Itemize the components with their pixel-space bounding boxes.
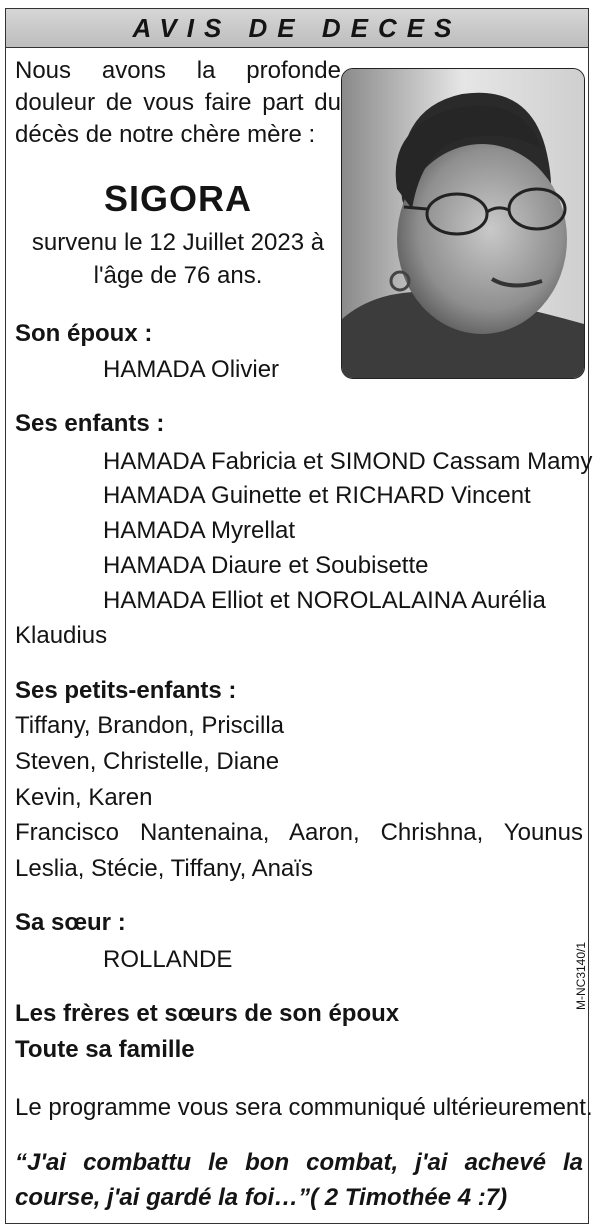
grandchildren-line: Francisco Nantenaina, Aaron, Chrishna, Younus — [15, 819, 583, 846]
deceased-name: SIGORA — [103, 178, 252, 219]
intro-line-2: douleur de vous faire part du — [15, 89, 341, 116]
grandchildren-heading: Ses petits-enfants : — [15, 677, 237, 704]
spouse-name: HAMADA Olivier — [103, 356, 280, 383]
portrait-photo — [341, 68, 585, 379]
child-item: HAMADA Diaure et Soubisette — [103, 552, 429, 579]
program-note: Le programme vous sera communiqué ultérieurement. — [15, 1094, 593, 1121]
death-date: survenu le 12 Juillet 2023 à — [31, 229, 325, 256]
intro-line-3: décès de notre chère mère : — [15, 121, 316, 148]
child-item: HAMADA Guinette et RICHARD Vincent — [103, 482, 531, 509]
child-item: HAMADA Elliot et NOROLALAINA Aurélia — [103, 587, 546, 614]
sister-heading: Sa sœur : — [15, 909, 126, 936]
death-age: l'âge de 76 ans. — [93, 262, 263, 289]
children-heading: Ses enfants : — [15, 410, 165, 437]
family-line-2: Toute sa famille — [15, 1036, 195, 1063]
grandchildren-line: Kevin, Karen — [15, 784, 153, 811]
family-line-1: Les frères et sœurs de son époux — [15, 1000, 400, 1027]
intro-line-1: Nous avons la profonde — [15, 57, 341, 84]
bible-quote-line-2: course, j'ai gardé la foi…”( 2 Timothée 4 :7) — [15, 1184, 508, 1211]
grandchildren-line: Leslia, Stécie, Tiffany, Anaïs — [15, 855, 313, 882]
grandchildren-line: Steven, Christelle, Diane — [15, 748, 280, 775]
spouse-heading: Son époux : — [15, 320, 153, 347]
child-item-wrap: Klaudius — [15, 622, 108, 649]
bible-quote-line-1: “J'ai combattu le bon combat, j'ai achevé la — [15, 1149, 583, 1176]
reference-code: M-NC3140/1 — [574, 941, 588, 1010]
sister-name: ROLLANDE — [103, 946, 233, 973]
child-item: HAMADA Fabricia et SIMOND Cassam Mamy — [103, 448, 593, 475]
child-item: HAMADA Myrellat — [103, 517, 296, 544]
notice-header: AVIS DE DECES — [6, 9, 588, 48]
death-details — [15, 226, 341, 292]
intro-text — [15, 55, 341, 151]
grandchildren-line: Tiffany, Brandon, Priscilla — [15, 712, 285, 739]
